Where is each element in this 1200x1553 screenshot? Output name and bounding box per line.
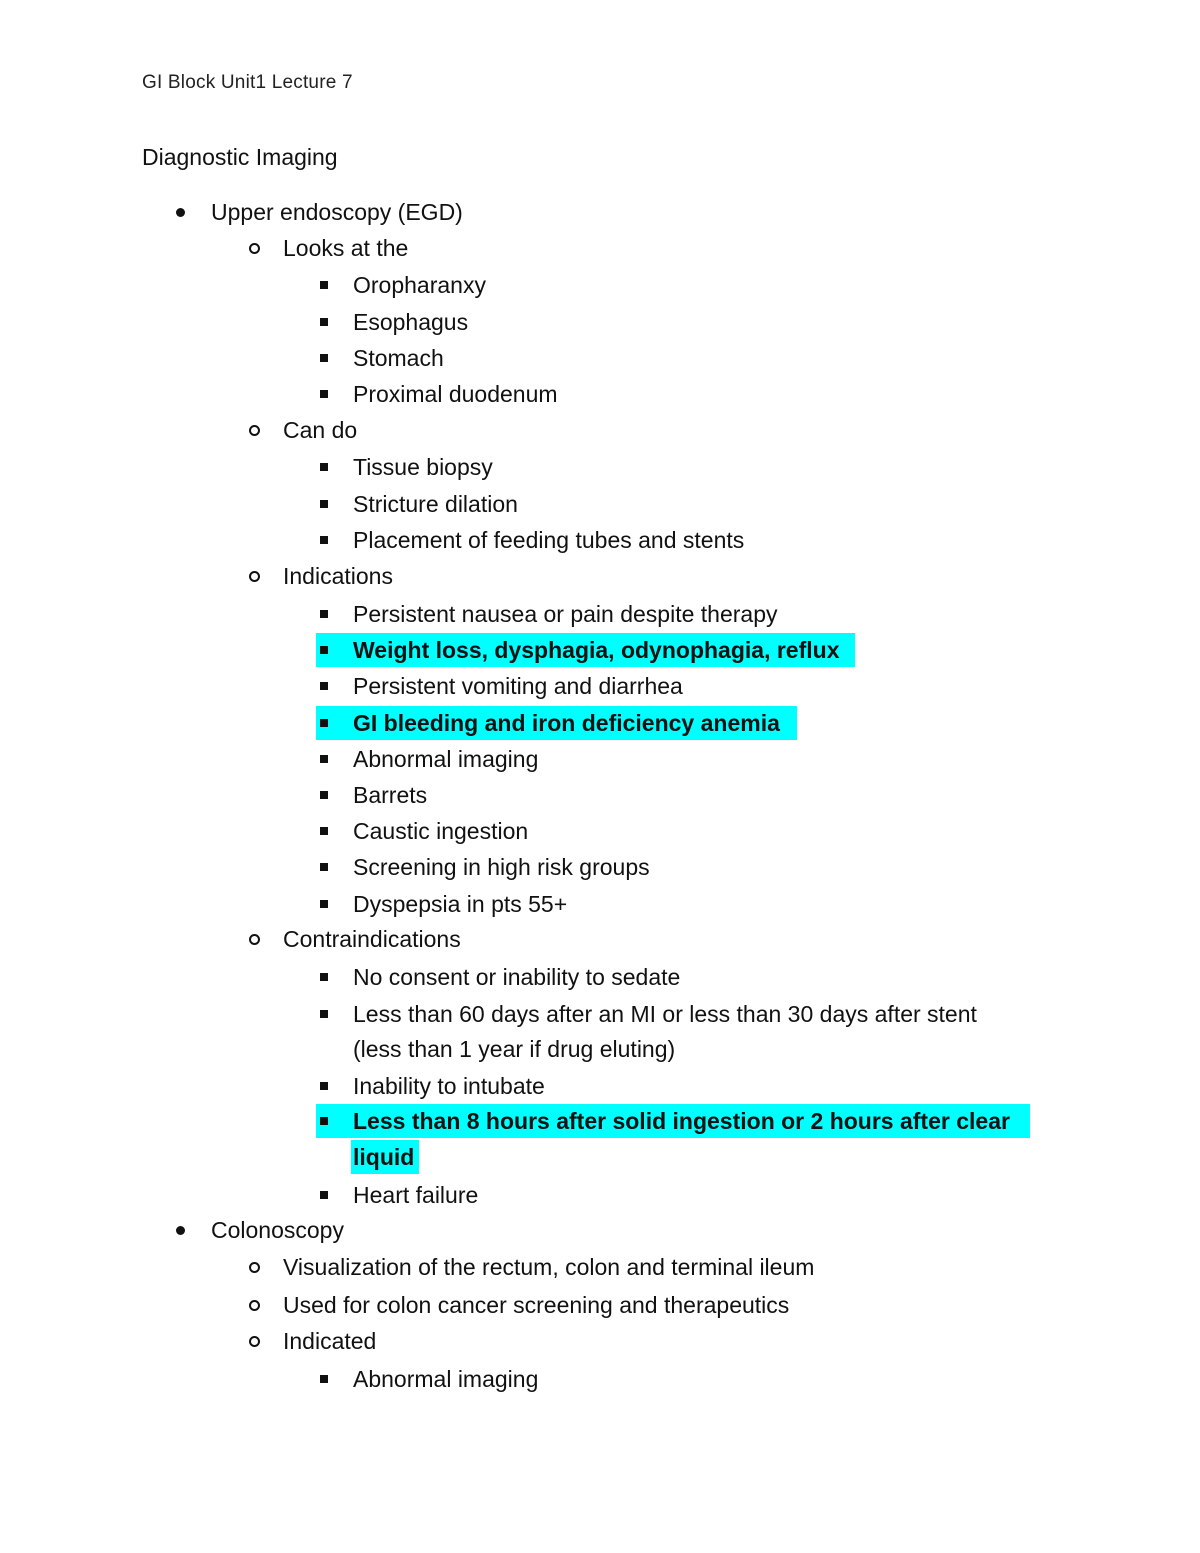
- section-heading: Diagnostic Imaging: [142, 144, 338, 170]
- bullet-square-icon: [320, 646, 328, 654]
- page-header: GI Block Unit1 Lecture 7: [142, 72, 353, 93]
- bullet-circle-icon: [249, 1262, 260, 1273]
- bullet-square-icon: [320, 610, 328, 618]
- bullet-square-icon: [320, 719, 328, 727]
- bullet-square-icon: [320, 1117, 328, 1125]
- bullet-square-icon: [320, 755, 328, 763]
- bullet-square-icon: [320, 1082, 328, 1090]
- bullet-circle-icon: [249, 425, 260, 436]
- bullet-circle-icon: [249, 1336, 260, 1347]
- bullet-square-icon: [320, 827, 328, 835]
- bullet-square-icon: [320, 791, 328, 799]
- bullet-square-icon: [320, 973, 328, 981]
- document-page: GI Block Unit1 Lecture 7 Diagnostic Imaging Upper endoscopy (EGD) Looks at the Oropharanxy Esophagus Stomach Proximal duodenum Can do Tissue biopsy Stricture dilation Placement of feeding tubes and stents Indications Persistent nausea or pain despite therapy Weight loss, dysphagia, odynophagia, reflux Persistent vomiting and diarrhea GI bleeding and iron deficiency anemia Abnormal imaging Barrets Caustic ingestion Screening in high risk groups Dyspepsia in pts 55+ Contraindications No consent or inability to sedate Less than 60 days after an MI or less than 30 days after stent (less than 1 year if drug eluting) Inability to intubate Less than 8 hours after solid ingestion or 2 hours after clear liquid Heart failure Colonoscopy Visualization of the rectum, colon and terminal ileum Used for colon cancer screening and therapeutics Indicated Abnormal imaging: [0, 0, 1200, 1553]
- bullet-circle-icon: [249, 1300, 260, 1311]
- bullet-square-icon: [320, 1191, 328, 1199]
- bullet-square-icon: [320, 900, 328, 908]
- bullet-circle-icon: [249, 934, 260, 945]
- bullet-square-icon: [320, 1010, 328, 1018]
- bullet-square-icon: [320, 318, 328, 326]
- bullet-circle-icon: [249, 571, 260, 582]
- bullet-dot-icon: [176, 1226, 185, 1235]
- bullet-square-icon: [320, 500, 328, 508]
- bullet-circle-icon: [249, 243, 260, 254]
- bullet-square-icon: [320, 1375, 328, 1383]
- bullet-square-icon: [320, 463, 328, 471]
- bullet-square-icon: [320, 354, 328, 362]
- bullet-square-icon: [320, 682, 328, 690]
- bullet-square-icon: [320, 390, 328, 398]
- bullet-square-icon: [320, 281, 328, 289]
- bullet-square-icon: [320, 536, 328, 544]
- bullet-dot-icon: [176, 208, 185, 217]
- bullet-square-icon: [320, 863, 328, 871]
